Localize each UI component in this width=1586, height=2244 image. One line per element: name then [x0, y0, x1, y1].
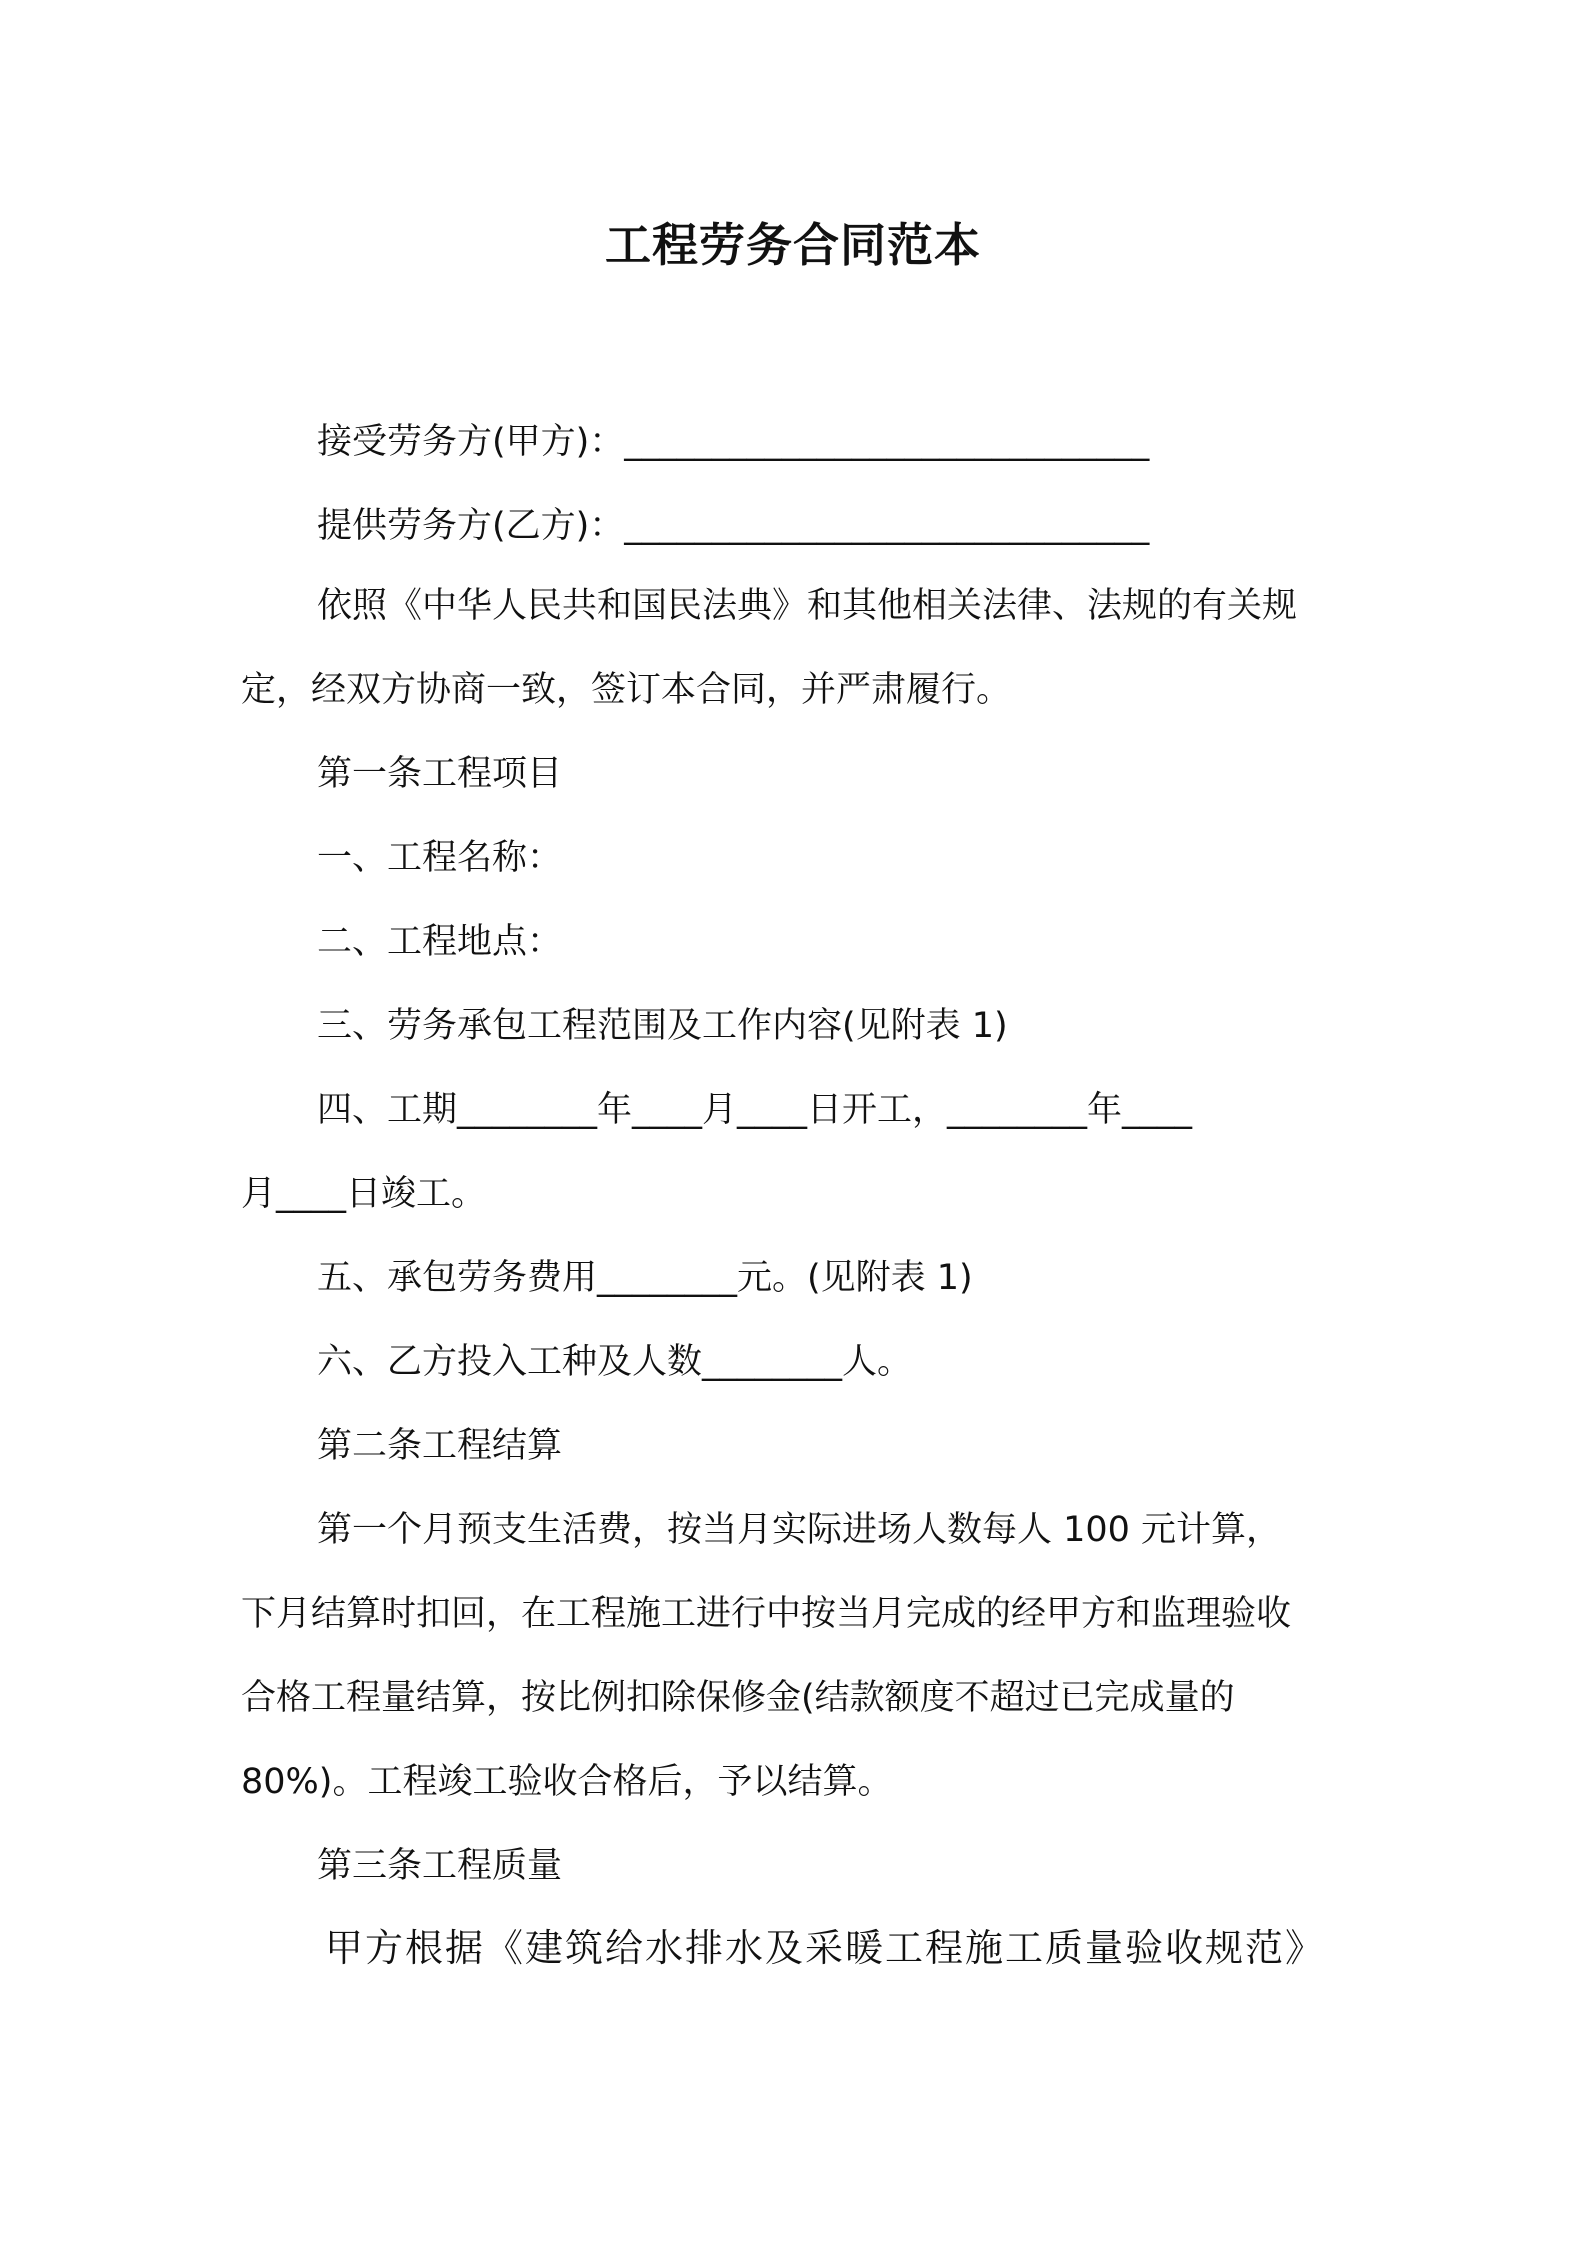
workers-line: 六、乙方投入工种及人数________人。	[317, 1342, 913, 1382]
duration-line-1: 四、工期________年____月____日开工，________年____	[317, 1090, 1193, 1130]
fee-line: 五、承包劳务费用________元。(见附表 1)	[317, 1258, 973, 1298]
project-location-line: 二、工程地点：	[317, 922, 563, 962]
party-b-line: 提供劳务方(乙方)：______________________________	[317, 506, 1150, 546]
article-1-heading: 第一条工程项目	[317, 754, 563, 794]
preamble-line-2: 定，经双方协商一致，签订本合同，并严肃履行。	[241, 670, 1012, 710]
article-2-heading: 第二条工程结算	[317, 1426, 563, 1466]
scope-line: 三、劳务承包工程范围及工作内容(见附表 1)	[317, 1006, 1008, 1046]
settlement-line-3: 合格工程量结算，按比例扣除保修金(结款额度不超过已完成量的	[241, 1678, 1235, 1718]
duration-line-2: 月____日竣工。	[241, 1174, 487, 1214]
party-a-line: 接受劳务方(甲方)：______________________________	[317, 422, 1150, 462]
article-3-heading: 第三条工程质量	[317, 1846, 563, 1886]
quality-line-1: 甲方根据《建筑给水排水及采暖工程施工质量验收规范》	[325, 1926, 1326, 1970]
settlement-line-4: 80%)。工程竣工验收合格后，予以结算。	[241, 1762, 893, 1802]
settlement-line-2: 下月结算时扣回，在工程施工进行中按当月完成的经甲方和监理验收	[241, 1594, 1292, 1634]
project-name-line: 一、工程名称：	[317, 838, 563, 878]
preamble-line-1: 依照《中华人民共和国民法典》和其他相关法律、法规的有关规	[317, 586, 1298, 626]
document-title: 工程劳务合同范本	[605, 218, 981, 272]
settlement-line-1: 第一个月预支生活费，按当月实际进场人数每人 100 元计算，	[317, 1510, 1282, 1550]
